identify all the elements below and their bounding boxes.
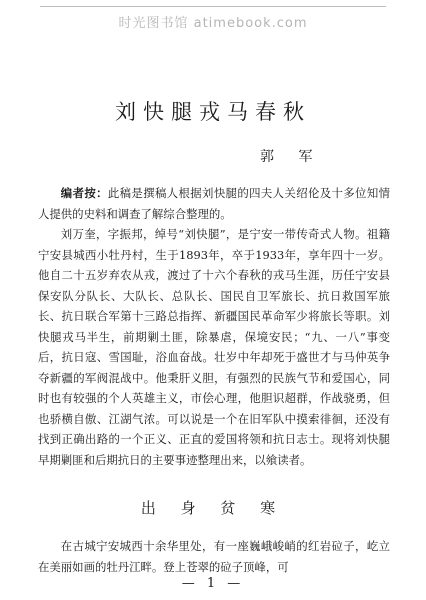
editor-note-text: 此稿是撰稿人根据刘快腿的四夫人关绍伦及十多位知情人提供的史料和调查了解综合整理的。 — [38, 186, 390, 221]
body-paragraph: 刘万奎，字振邦，绰号“刘快腿”，是宁安一带传奇式人物。祖籍宁安县城西小牡丹村，生于1893年，卒于1933年，享年四十一岁。他自二十五岁弃农从戎，渡过了十六个春秋的戎马生涯，历任宁安县保安队分队长、大队长、总队长、国民自卫军旅长、抗日救国军旅长、抗日联合军第十三路总指挥、新疆国民革命军少将旅长等职。刘快腿戎马半生，前期剿土匪，除暴虐，保境安民；“九、一八”事变后，抗日寇、雪国耻，浴血奋战。壮岁中年却死于盛世才与马仲英争夺新疆的军阀混战中。他秉肝义胆，有强烈的民族气节和爱国心，同时也有较强的个人英雄主义，市侩心理，他胆识超群，作战骁勇，但也骄横自傲、江湖气浓。可以说是一个在旧军队中摸索徘徊，还没有找到正确出路的一个正义、正直的爱国将领和抗日志士。现将刘快腿早期剿匪和后期抗日的主要事迹整理出来，以飨读者。 — [38, 227, 390, 467]
editor-note — [38, 183, 390, 224]
section-paragraph: 在古城宁安城西十余华里处，有一座巍峨峻峭的红岩砬子，屹立在美丽如画的牡丹江畔。登上苍翠的砬子顶峰，可 — [38, 539, 390, 574]
author-name: 郭 军 — [260, 149, 323, 165]
section-body — [38, 536, 390, 577]
watermark: 时光图书馆 atimebook.com — [118, 16, 308, 31]
article-title: 刘快腿戎马春秋 — [115, 100, 311, 124]
editor-note-label: 编者按： — [60, 186, 108, 200]
section-heading: 出 身 贫 寒 — [140, 499, 286, 517]
article-body — [38, 183, 390, 470]
top-rule — [40, 6, 386, 7]
page-number: — 1 — — [181, 576, 245, 591]
